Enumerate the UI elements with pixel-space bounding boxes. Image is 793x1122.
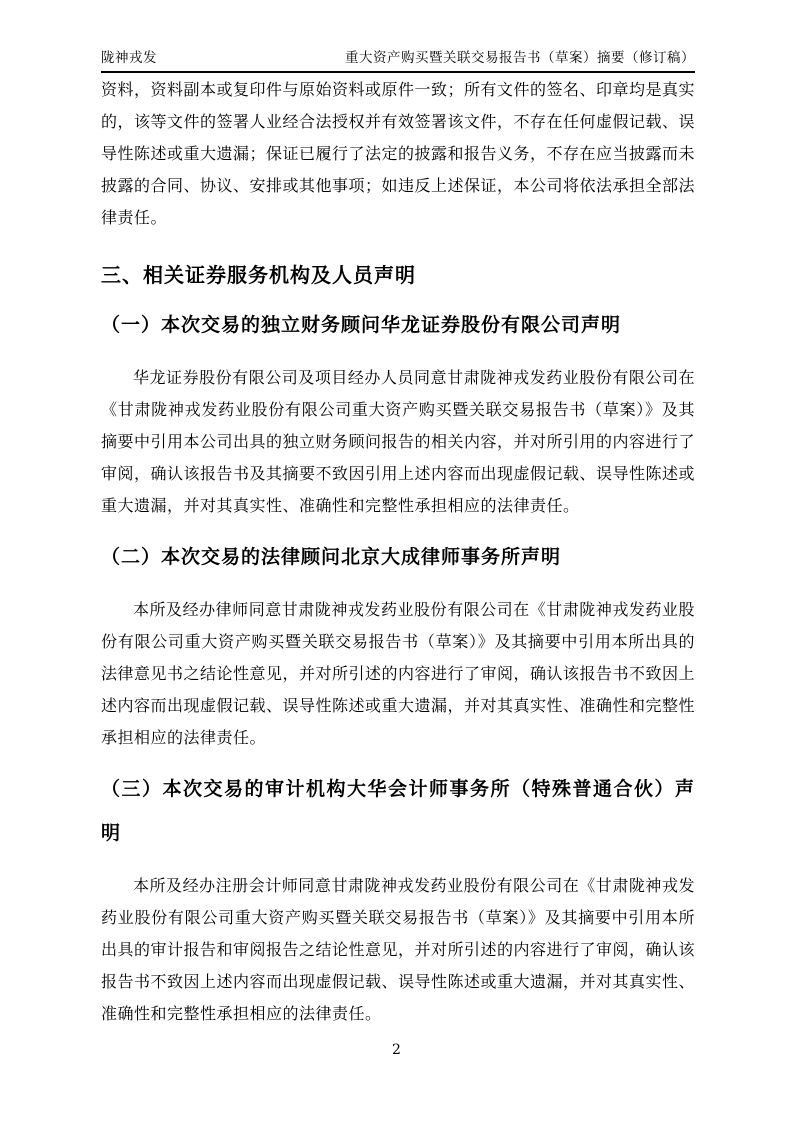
- running-header: [101, 46, 695, 73]
- section-heading-3: 三、相关证券服务机构及人员声明: [101, 265, 416, 287]
- subsection-heading-3: （三）本次交易的审计机构大华会计师事务所（特殊普通合伙）声明: [101, 779, 695, 844]
- header-short-title: 陇神戎发: [101, 50, 157, 66]
- continuation-paragraph: 资料，资料副本或复印件与原始资料或原件一致；所有文件的签名、印章均是真实的，该等文件的签署人业经合法授权并有效签署该文件，不存在任何虚假记载、误导性陈述或重大遗漏；保证已履行了法定的披露和报告义务，不存在应当披露而未披露的合同、协议、安排或其他事项；如违反上述保证，本公司将依法承担全部法律责任。: [101, 80, 696, 227]
- header-document-title: 重大资产购买暨关联交易报告书（草案）摘要（修订稿）: [345, 50, 695, 66]
- subsection-paragraph-3: 本所及经办注册会计师同意甘肃陇神戎发药业股份有限公司在《甘肃陇神戎发药业股份有限公司重大资产购买暨关联交易报告书（草案）》及其摘要中引用本所出具的审计报告和审阅报告之结论性意见，并对所引述的内容进行了审阅，确认该报告书不致因上述内容而出现虚假记载、误导性陈述或重大遗漏，并对其真实性、准确性和完整性承担相应的法律责任。: [101, 876, 696, 1023]
- subsection-heading-2: （二）本次交易的法律顾问北京大成律师事务所声明: [101, 547, 562, 568]
- subsection-paragraph-1: 华龙证券股份有限公司及项目经办人员同意甘肃陇神戎发药业股份有限公司在《甘肃陇神戎发药业股份有限公司重大资产购买暨关联交易报告书（草案）》及其摘要中引用本公司出具的独立财务顾问报告的相关内容，并对所引用的内容进行了审阅，确认该报告书及其摘要不致因引用上述内容而出现虚假记载、误导性陈述或重大遗漏，并对其真实性、准确性和完整性承担相应的法律责任。: [101, 368, 696, 515]
- subsection-heading-1: （一）本次交易的独立财务顾问华龙证券股份有限公司声明: [101, 315, 622, 336]
- document-body: [101, 74, 695, 1044]
- page-number: 2: [392, 1042, 401, 1058]
- subsection-paragraph-2: 本所及经办律师同意甘肃陇神戎发药业股份有限公司在《甘肃陇神戎发药业股份有限公司重大资产购买暨关联交易报告书（草案）》及其摘要中引用本所出具的法律意见书之结论性意见，并对所引述的内容进行了审阅，确认该报告书不致因上述内容而出现虚假记载、误导性陈述或重大遗漏，并对其真实性、准确性和完整性承担相应的法律责任。: [101, 600, 696, 747]
